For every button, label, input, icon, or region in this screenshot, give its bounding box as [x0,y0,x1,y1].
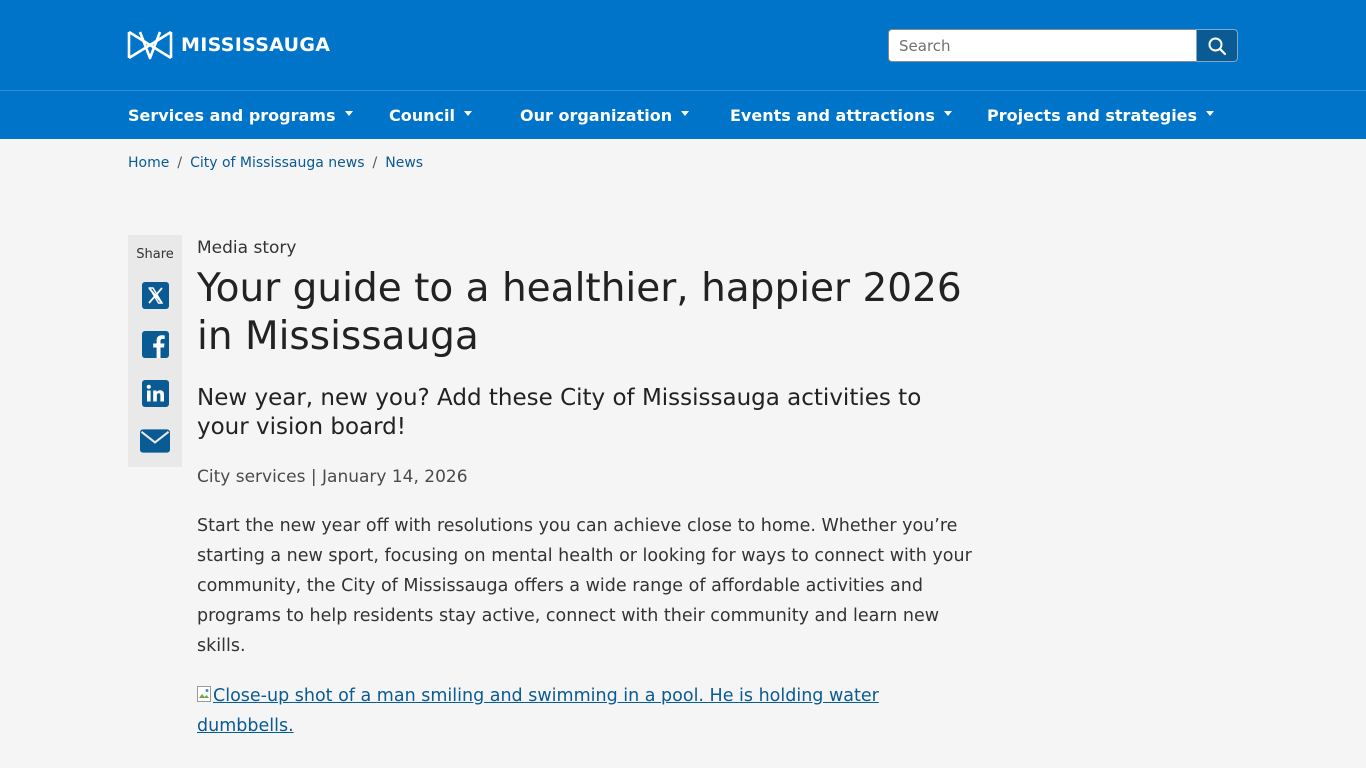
nav-events-and-attractions[interactable] [730,91,952,139]
share-panel [128,235,182,467]
breadcrumb-city-news[interactable]: City of Mississauga news [190,155,365,171]
nav-our-organization[interactable] [520,91,689,139]
search-form [888,29,1238,62]
search-input[interactable] [888,29,1196,62]
nav-label: Council [389,105,455,125]
linkedin-icon[interactable] [140,378,170,408]
article-subtitle: New year, new you? Add these City of Mississauga activities to your vision board! [197,385,922,440]
nav-label: Our organization [520,105,673,125]
caret-down-icon [681,111,689,116]
mississauga-logo-icon [127,29,173,61]
caret-down-icon [464,111,472,116]
caret-down-icon [345,111,353,116]
breadcrumb-separator: / [372,155,378,171]
page-title: Your guide to a healthier, happier 2026 in Mississauga [197,266,962,359]
breadcrumb [128,155,423,171]
nav-projects-and-strategies[interactable] [987,91,1214,139]
email-icon[interactable] [140,426,170,456]
search-icon [1207,36,1227,56]
nav-services-and-programs[interactable] [128,91,353,139]
broken-image-icon [197,686,213,702]
article-meta: City services | January 14, 2026 [197,467,468,487]
nav-label: Events and attractions [730,105,935,125]
site-logo[interactable] [127,29,330,61]
breadcrumb-news[interactable]: News [385,155,424,171]
image-alt-link[interactable]: Close-up shot of a man smiling and swimming in a pool. He is holding water dumbbells. [197,686,879,736]
search-button[interactable] [1196,29,1238,62]
caret-down-icon [944,111,952,116]
facebook-icon[interactable] [140,329,170,359]
site-header [0,0,1366,90]
nav-council[interactable] [389,91,472,139]
main-nav [0,90,1366,139]
article-image-link [197,681,957,741]
x-twitter-icon[interactable] [140,280,170,310]
breadcrumb-separator: / [177,155,183,171]
breadcrumb-home[interactable]: Home [128,155,170,171]
nav-label: Projects and strategies [987,105,1198,125]
caret-down-icon [1206,111,1214,116]
logo-text: MISSISSAUGA [181,34,331,56]
article-paragraph: Start the new year off with resolutions you can achieve close to home. Whether you’re starting a new sport, focusing on mental health or looking for ways to connect with your community, the City of Mississauga offers a wide range of affordable activities and programs to help residents stay active, connect with their community and learn new skills. [197,516,972,656]
share-label: Share [136,247,174,262]
nav-label: Services and programs [128,105,336,125]
article-type: Media story [197,238,297,258]
